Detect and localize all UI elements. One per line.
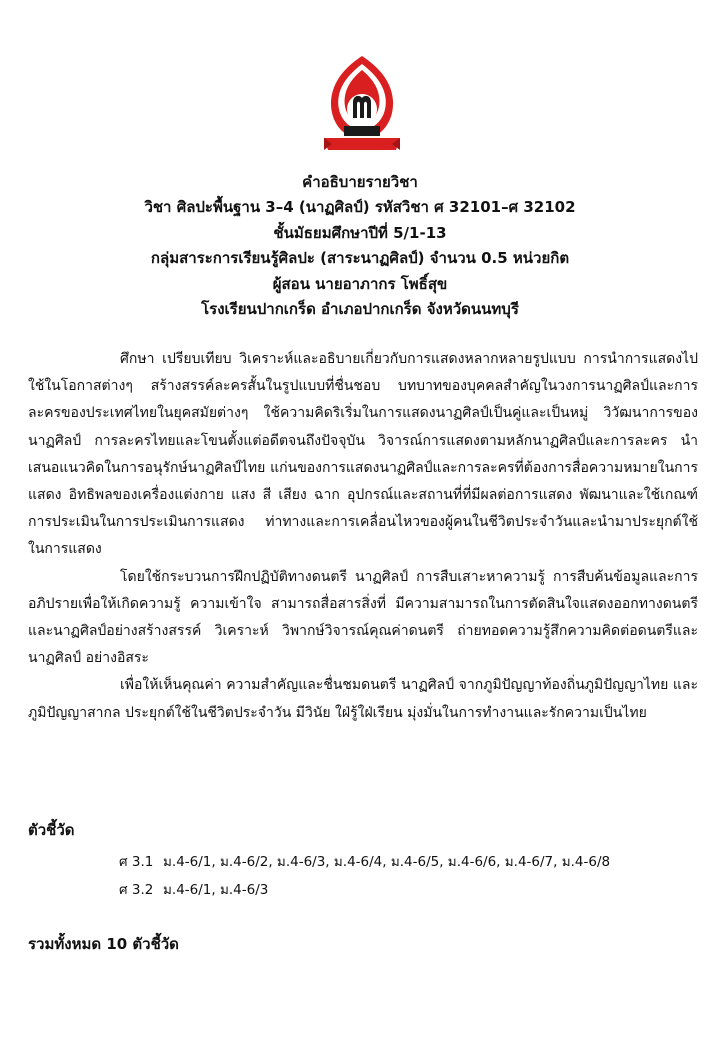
school-line: โรงเรียนปากเกร็ด อำเภอปากเกร็ด จังหวัดนนทบุรี	[201, 300, 519, 319]
indicator-code: ศ 3.2	[119, 882, 154, 898]
learning-group-line: กลุ่มสาระการเรียนรู้ศิลปะ (สาระนาฏศิลป์) จำนวน 0.5 หน่วยกิต	[150, 249, 570, 268]
indicator-row	[119, 850, 610, 872]
document-title: คำอธิบายรายวิชา	[302, 173, 418, 191]
indicator-values: ม.4-6/1, ม.4-6/3	[163, 882, 269, 898]
indicator-row	[119, 878, 268, 900]
description-paragraph: โดยใช้กระบวนการฝึกปฏิบัติทางดนตรี นาฏศิลป์ การสืบเสาะหาความรู้ การสืบค้นข้อมูลและการอภิปรายเพื่อให้เกิดความรู้ ความเข้าใจ สามารถสื่อสารสิ่งที่ มีความสามารถในการตัดสินใจแสดงออกทางดนตรีและนาฏศิลป์อย่างสร้างสรรค์ วิเคราะห์ วิพากษ์วิจารณ์คุณค่าดนตรี ถ่ายทอดความรู้สึกความคิดต่อดนตรีและนาฏศิลป์ อย่างอิสระ	[28, 568, 698, 667]
indicators-total: รวมทั้งหมด 10 ตัวชี้วัด	[28, 935, 179, 953]
teacher-line: ผู้สอน นายอาภากร โพธิ์สุข	[272, 274, 448, 293]
subject-line: วิชา ศิลปะพื้นฐาน 3–4 (นาฏศิลป์) รหัสวิชา ศ 32101–ศ 32102	[144, 198, 576, 217]
description-paragraph: ศึกษา เปรียบเทียบ วิเคราะห์และอธิบายเกี่ยวกับการแสดงหลากหลายรูปแบบ การนำการแสดงไปใช้ในโอกาสต่างๆ สร้างสรรค์ละครสั้นในรูปแบบที่ชื่นชอบ บทบาทของบุคคลสำคัญในวงการนาฏศิลป์และการละครของประเทศไทยในยุคสมัยต่างๆ ใช้ความคิดริเริ่มในการแสดงนาฏศิลป์เป็นคู่และเป็นหมู่ วิวัฒนาการของนาฏศิลป์ การละครไทยและโขนตั้งแต่อดีตจนถึงปัจจุบัน วิจารณ์การแสดงตามหลักนาฏศิลป์และการละคร นำเสนอแนวคิดในการอนุรักษ์นาฏศิลป์ไทย แก่นของการแสดงนาฏศิลป์และการละครที่ต้องการสื่อความหมายในการแสดง อิทธิพลของเครื่องแต่งกาย แสง สี เสียง ฉาก อุปกรณ์และสถานที่ที่มีผลต่อการแสดง พัฒนาและใช้เกณฑ์การประเมินในการประเมินการแสดง ท่าทางและการเคลื่อนไหวของผู้คนในชีวิตประจำวันและนำมาประยุกต์ใช้ในการแสดง	[28, 351, 698, 558]
indicator-values: ม.4-6/1, ม.4-6/2, ม.4-6/3, ม.4-6/4, ม.4-6/5, ม.4-6/6, ม.4-6/7, ม.4-6/8	[163, 854, 611, 870]
description-paragraph: เพื่อให้เห็นคุณค่า ความสำคัญและชื่นชมดนตรี นาฏศิลป์ จากภูมิปัญญาท้องถิ่นภูมิปัญญาไทย และภูมิปัญญาสากล ประยุกต์ใช้ในชีวิตประจำวัน มีวินัย ใฝ่รู้ใฝ่เรียน มุ่งมั่นในการทำงานและรักความเป็นไทย	[28, 677, 698, 721]
course-description	[28, 346, 698, 727]
grade-line: ชั้นมัธยมศึกษาปีที่ 5/1-13	[273, 223, 447, 242]
indicators-title: ตัวชี้วัด	[28, 821, 75, 839]
school-emblem-icon	[322, 54, 402, 158]
document-header	[0, 170, 720, 322]
school-logo	[322, 54, 402, 158]
indicator-code: ศ 3.1	[119, 854, 154, 870]
